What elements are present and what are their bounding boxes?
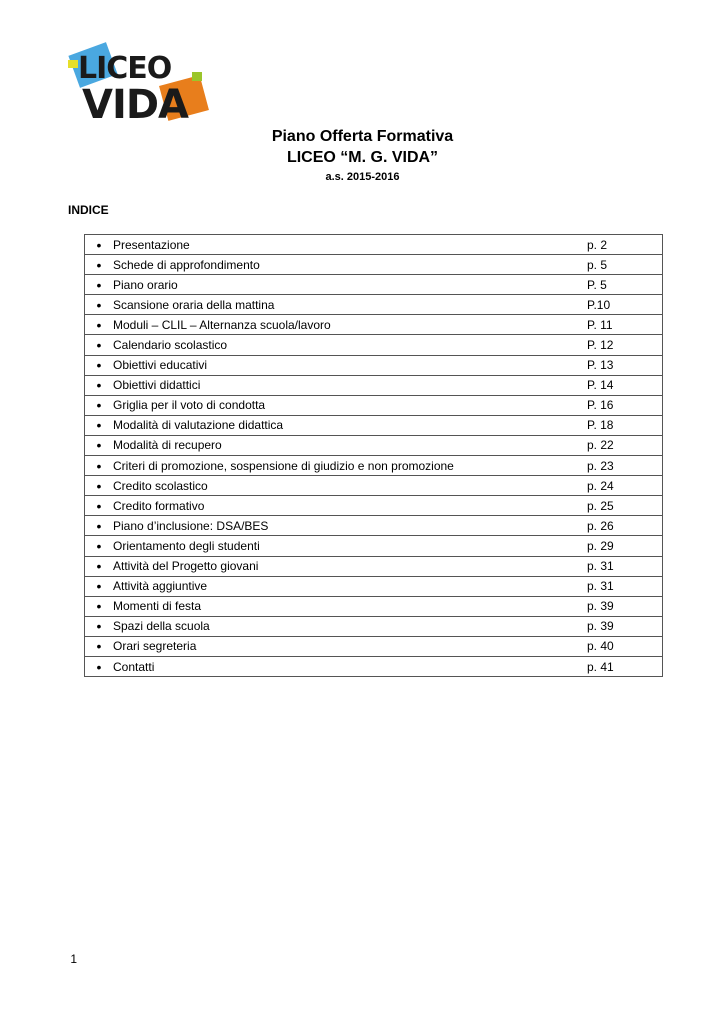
- index-row: [85, 616, 663, 636]
- index-item-label: Criteri di promozione, sospensione di giudizio e non promozione: [113, 456, 587, 476]
- index-item-label: Modalità di valutazione didattica: [113, 415, 587, 435]
- index-item-label: Contatti: [113, 656, 587, 676]
- bullet-icon: •: [85, 435, 114, 455]
- bullet-icon: •: [85, 395, 114, 415]
- index-row: [85, 516, 663, 536]
- index-item-page: p. 26: [587, 516, 663, 536]
- index-item-label: Scansione oraria della mattina: [113, 295, 587, 315]
- index-row: [85, 435, 663, 455]
- bullet-icon: •: [85, 275, 114, 295]
- index-item-page: p. 31: [587, 576, 663, 596]
- index-row: [85, 496, 663, 516]
- index-row: [85, 596, 663, 616]
- index-row: [85, 656, 663, 676]
- index-row: [85, 636, 663, 656]
- bullet-icon: •: [85, 375, 114, 395]
- index-item-label: Credito formativo: [113, 496, 587, 516]
- bullet-icon: •: [85, 556, 114, 576]
- index-item-label: Credito scolastico: [113, 476, 587, 496]
- index-item-page: P. 18: [587, 415, 663, 435]
- index-item-page: p. 22: [587, 435, 663, 455]
- index-item-page: p. 23: [587, 456, 663, 476]
- index-row: [85, 456, 663, 476]
- index-row: [85, 315, 663, 335]
- index-item-label: Spazi della scuola: [113, 616, 587, 636]
- svg-text:VIDA: VIDA: [82, 82, 188, 124]
- index-item-label: Calendario scolastico: [113, 335, 587, 355]
- bullet-icon: •: [85, 616, 114, 636]
- bullet-icon: •: [85, 596, 114, 616]
- index-item-label: Orientamento degli studenti: [113, 536, 587, 556]
- bullet-icon: •: [85, 636, 114, 656]
- bullet-icon: •: [85, 656, 114, 676]
- bullet-icon: •: [85, 355, 114, 375]
- index-row: [85, 355, 663, 375]
- index-item-label: Schede di approfondimento: [113, 255, 587, 275]
- index-item-label: Piano orario: [113, 275, 587, 295]
- index-item-label: Modalità di recupero: [113, 435, 587, 455]
- bullet-icon: •: [85, 235, 114, 255]
- index-row: [85, 335, 663, 355]
- index-item-page: p. 40: [587, 636, 663, 656]
- index-item-page: p. 5: [587, 255, 663, 275]
- index-row: [85, 536, 663, 556]
- index-item-page: P.10: [587, 295, 663, 315]
- bullet-icon: •: [85, 496, 114, 516]
- index-row: [85, 255, 663, 275]
- index-row: [85, 295, 663, 315]
- liceo-vida-logo: [68, 40, 213, 124]
- index-item-label: Obiettivi educativi: [113, 355, 587, 375]
- index-item-label: Griglia per il voto di condotta: [113, 395, 587, 415]
- index-item-label: Momenti di festa: [113, 596, 587, 616]
- bullet-icon: •: [85, 576, 114, 596]
- document-title: Piano Offerta Formativa: [271, 128, 454, 145]
- index-item-page: P. 11: [587, 315, 663, 335]
- index-item-page: P. 5: [587, 275, 663, 295]
- index-row: [85, 556, 663, 576]
- index-row: [85, 576, 663, 596]
- index-item-label: Orari segreteria: [113, 636, 587, 656]
- bullet-icon: •: [85, 255, 114, 275]
- index-row: [85, 275, 663, 295]
- index-table: [84, 234, 663, 677]
- index-row: [85, 395, 663, 415]
- page-number: 1: [70, 952, 77, 966]
- index-item-label: Attività aggiuntive: [113, 576, 587, 596]
- index-item-page: p. 2: [587, 235, 663, 255]
- index-item-page: P. 16: [587, 395, 663, 415]
- index-item-label: Attività del Progetto giovani: [113, 556, 587, 576]
- index-item-page: p. 41: [587, 656, 663, 676]
- index-heading: INDICE: [68, 203, 109, 217]
- bullet-icon: •: [85, 295, 114, 315]
- index-item-label: Presentazione: [113, 235, 587, 255]
- bullet-icon: •: [85, 335, 114, 355]
- bullet-icon: •: [85, 456, 114, 476]
- index-item-page: P. 14: [587, 375, 663, 395]
- bullet-icon: •: [85, 516, 114, 536]
- index-row: [85, 476, 663, 496]
- index-row: [85, 235, 663, 255]
- svg-text:LICEO: LICEO: [78, 51, 172, 86]
- index-item-page: p. 31: [587, 556, 663, 576]
- index-row: [85, 415, 663, 435]
- index-item-page: P. 13: [587, 355, 663, 375]
- bullet-icon: •: [85, 415, 114, 435]
- school-year: a.s. 2015-2016: [325, 171, 400, 183]
- index-item-page: p. 39: [587, 596, 663, 616]
- index-item-page: p. 29: [587, 536, 663, 556]
- index-item-label: Obiettivi didattici: [113, 375, 587, 395]
- index-item-label: Moduli – CLIL – Alternanza scuola/lavoro: [113, 315, 587, 335]
- index-item-page: P. 12: [587, 335, 663, 355]
- bullet-icon: •: [85, 536, 114, 556]
- index-item-page: p. 24: [587, 476, 663, 496]
- document-subtitle: LICEO “M. G. VIDA”: [286, 149, 439, 166]
- index-row: [85, 375, 663, 395]
- bullet-icon: •: [85, 476, 114, 496]
- index-item-page: p. 25: [587, 496, 663, 516]
- index-item-label: Piano d’inclusione: DSA/BES: [113, 516, 587, 536]
- bullet-icon: •: [85, 315, 114, 335]
- index-item-page: p. 39: [587, 616, 663, 636]
